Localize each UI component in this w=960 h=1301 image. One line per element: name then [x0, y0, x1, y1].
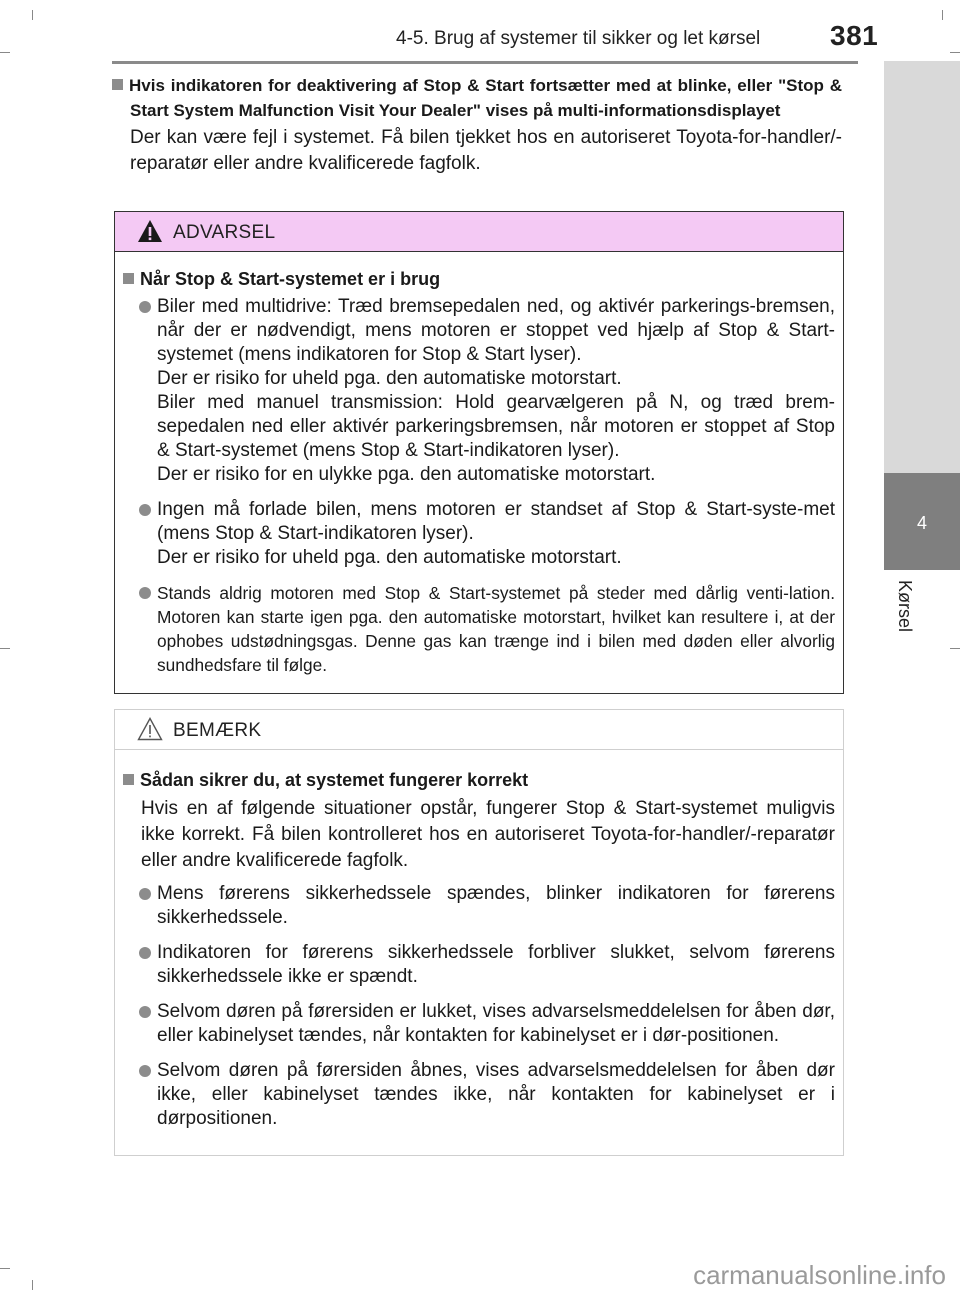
bullet-dot-icon	[139, 947, 151, 959]
note-body	[115, 750, 843, 1131]
note-intro: Hvis en af følgende situationer opstår, fungerer Stop & Start-systemet muligvis ikke korrekt. Få bilen kontrolleret hos en autoriseret Toyota-for-handler/-reparatør eller andre kvalificerede fagfolk.	[141, 798, 835, 871]
note-heading	[123, 767, 835, 793]
bullet-line: Biler med multidrive: Træd bremsepedalen ned, og aktivér parkerings-bremsen, når der er nødvendigt, mens motoren er stoppet ved hjælp af Stop & Start-systemet (mens indikatoren for Stop & Start lyser).	[157, 296, 835, 365]
bullet-line: Selvom døren på førersiden er lukket, vises advarselsmeddelelsen for åben dør, eller kabinelyset tændes, når kontakten for kabinelyset er i dør-positionen.	[157, 1001, 835, 1046]
square-bullet-icon	[123, 273, 134, 284]
note-bullet	[123, 882, 835, 930]
lead-section	[112, 73, 842, 177]
warning-body	[115, 252, 843, 677]
chapter-number: 4	[916, 513, 927, 533]
lead-heading	[112, 73, 842, 123]
crop-mark	[0, 52, 10, 53]
note-box	[114, 709, 844, 1156]
warning-header	[115, 212, 843, 252]
bullet-line: Der er risiko for uheld pga. den automatiske motorstart.	[157, 547, 622, 568]
warning-heading-text: Når Stop & Start-systemet er i brug	[140, 269, 441, 289]
bullet-line: Indikatoren for førerens sikkerhedssele forbliver slukket, selvom førerens sikkerhedssele ikke er spændt.	[157, 942, 835, 987]
crop-mark	[0, 648, 10, 649]
note-heading-text: Sådan sikrer du, at systemet fungerer korrekt	[140, 770, 529, 790]
bullet-line: Biler med manuel transmission: Hold gearvælgeren på N, og træd brem-sepedalen ned eller aktivér parkeringsbremsen, når motoren er stoppet af Stop & Start-systemet (mens Stop & Start-indikatoren lyser).	[157, 392, 835, 461]
bullet-line: Stands aldrig motoren med Stop & Start-systemet på steder med dårlig venti-lation. Motoren kan starte igen pga. den automatiske motorstart, hvilket kan resultere i, at der ophobes udstødningsgas. Denne gas kan trænge ind i bilen med døden eller alvorlig sundhedsfare til følge.	[157, 583, 835, 675]
bullet-dot-icon	[139, 1006, 151, 1018]
warning-box	[114, 211, 844, 694]
warning-triangle-icon	[137, 219, 163, 243]
bullet-dot-icon	[139, 1065, 151, 1077]
bullet-line: Mens førerens sikkerhedssele spændes, blinker indikatoren for førerens sikkerhedssele.	[157, 883, 835, 928]
warning-bullet	[123, 295, 835, 487]
note-title: BEMÆRK	[173, 720, 262, 741]
bullet-dot-icon	[139, 587, 151, 599]
header-rule	[112, 61, 858, 64]
bullet-line: Ingen må forlade bilen, mens motoren er standset af Stop & Start-syste-met (mens Stop & Start-indikatoren lyser).	[157, 499, 835, 544]
warning-title: ADVARSEL	[173, 222, 276, 243]
bullet-line: Der er risiko for en ulykke pga. den automatiske motorstart.	[157, 464, 656, 485]
bullet-dot-icon	[139, 888, 151, 900]
crop-mark	[950, 52, 960, 53]
warning-heading	[123, 266, 835, 292]
crop-mark	[942, 10, 943, 20]
section-title: 4-5. Brug af systemer til sikker og let kørsel	[396, 28, 761, 49]
crop-mark	[32, 10, 33, 20]
page-number: 381	[830, 20, 879, 51]
chapter-label: Kørsel	[895, 580, 915, 633]
bullet-line: Selvom døren på førersiden åbnes, vises advarselsmeddelelsen for åben dør ikke, eller kabinelyset tændes ikke, når kontakten for kabinelyset er i dørpositionen.	[157, 1060, 835, 1129]
crop-mark	[32, 1280, 33, 1290]
caution-triangle-icon	[137, 717, 163, 741]
square-bullet-icon	[123, 774, 134, 785]
lead-body: Der kan være fejl i systemet. Få bilen tjekket hos en autoriseret Toyota-for-handler/-reparatør eller andre kvalificerede fagfolk.	[130, 127, 842, 174]
warning-bullet	[123, 498, 835, 570]
bullet-dot-icon	[139, 301, 151, 313]
chapter-tab	[884, 473, 960, 570]
crop-mark	[0, 1268, 10, 1269]
note-bullet	[123, 1059, 835, 1131]
note-bullet	[123, 1000, 835, 1048]
square-bullet-icon	[112, 79, 123, 90]
bullet-dot-icon	[139, 504, 151, 516]
watermark: carmanualsonline.info	[693, 1260, 946, 1290]
note-bullet	[123, 941, 835, 989]
warning-bullet	[123, 581, 835, 677]
note-header	[115, 710, 843, 750]
bullet-line: Der er risiko for uheld pga. den automatiske motorstart.	[157, 368, 622, 389]
crop-mark	[950, 648, 960, 649]
side-tab-background	[884, 61, 960, 473]
lead-heading-text: Hvis indikatoren for deaktivering af Stop & Start fortsætter med at blinke, eller "Stop & Start System Malfunction Visit Your Dealer" vises på multi-informationsdisplayet	[129, 76, 842, 120]
